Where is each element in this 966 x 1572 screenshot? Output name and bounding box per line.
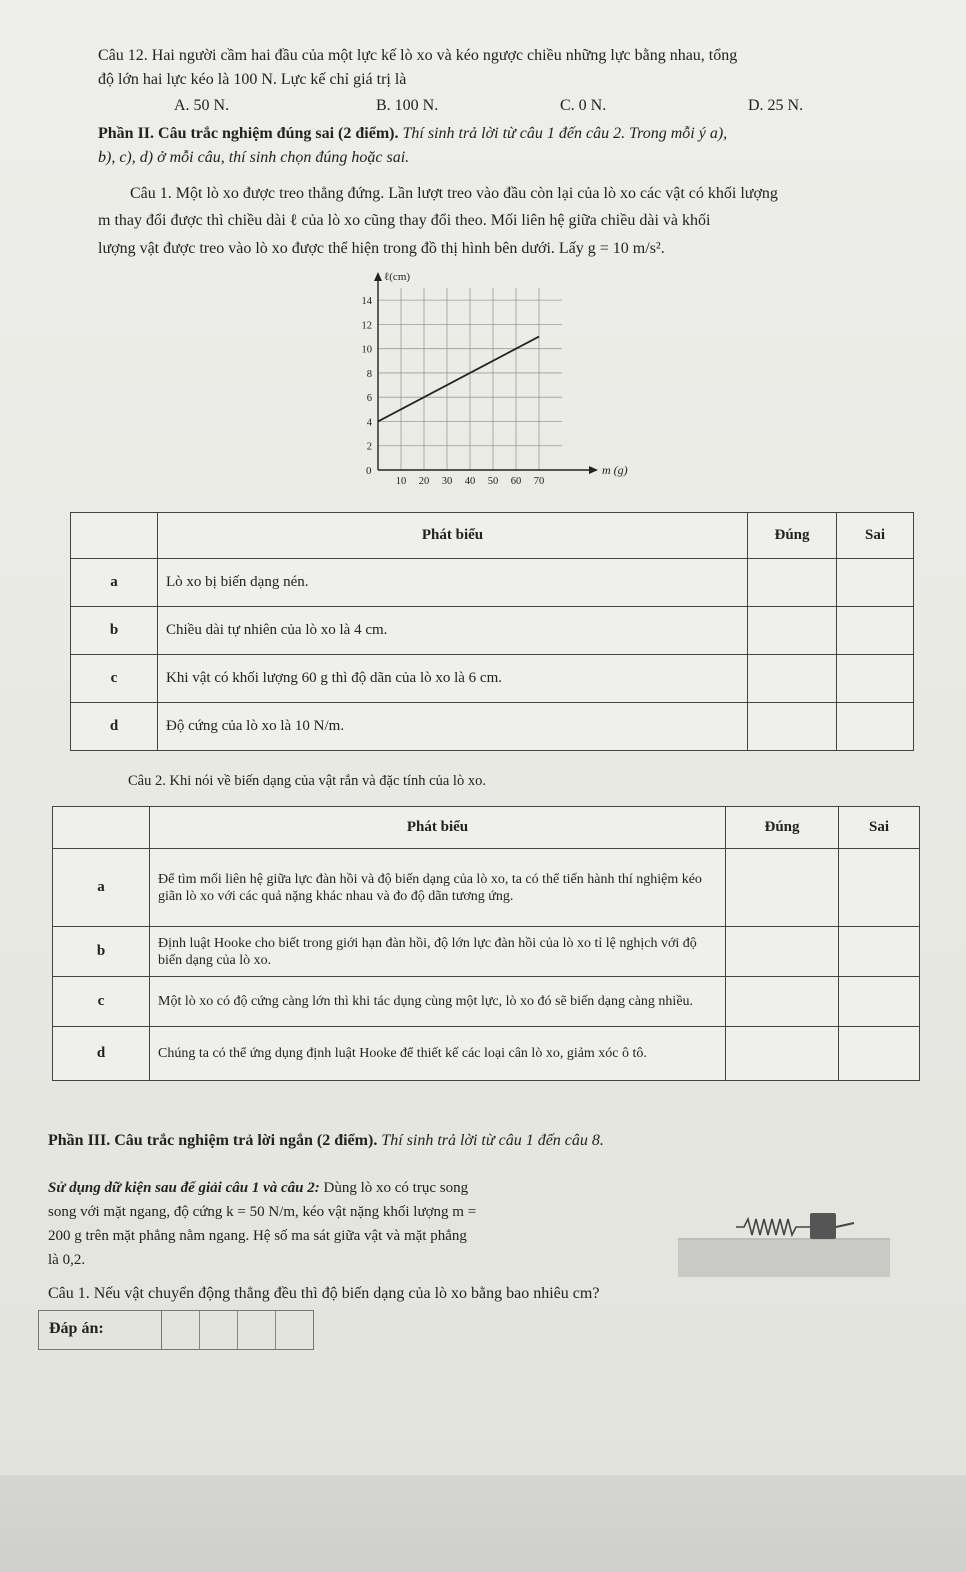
false-cell[interactable] bbox=[837, 607, 914, 655]
q2-header-key bbox=[53, 807, 150, 849]
q1-header-row bbox=[71, 513, 914, 559]
part3-heading-line bbox=[48, 1130, 604, 1152]
part3-intro-line2: song với mặt ngang, độ cứng k = 50 N/m, kéo vật nặng khối lượng m = bbox=[48, 1204, 477, 1220]
q1-true-false-table bbox=[70, 512, 914, 751]
x-axis-label: m (g) bbox=[602, 463, 628, 477]
false-cell[interactable] bbox=[837, 655, 914, 703]
table-row bbox=[53, 927, 920, 977]
part3-q1: Câu 1. Nếu vật chuyển động thẳng đều thì độ biến dạng của lò xo bằng bao nhiêu cm? bbox=[48, 1285, 600, 1302]
table-row bbox=[53, 849, 920, 927]
false-cell[interactable] bbox=[837, 559, 914, 607]
true-cell[interactable] bbox=[726, 849, 839, 927]
q12-line2: độ lớn hai lực kéo là 100 N. Lực kế chỉ giá trị là bbox=[98, 71, 407, 88]
y-tick-label: 12 bbox=[361, 320, 372, 332]
row-key: c bbox=[53, 977, 150, 1027]
y-axis-arrow bbox=[374, 272, 382, 281]
false-cell[interactable] bbox=[839, 849, 920, 927]
q2-true-false-table bbox=[52, 806, 920, 1081]
true-cell[interactable] bbox=[748, 703, 837, 751]
part2-instruction2: b), c), d) ở mỗi câu, thí sinh chọn đúng hoặc sai. bbox=[98, 149, 410, 166]
q2-header-false: Sai bbox=[839, 807, 920, 849]
q1-header-true: Đúng bbox=[748, 513, 837, 559]
y-tick-label: 14 bbox=[361, 296, 372, 308]
part3-intro-line3: 200 g trên mặt phẳng nằm ngang. Hệ số ma sát giữa vật và mặt phẳng bbox=[48, 1228, 467, 1244]
false-cell[interactable] bbox=[839, 927, 920, 977]
chart-series bbox=[378, 337, 539, 422]
part2-heading-line bbox=[98, 123, 727, 145]
part3-intro-lead: Sử dụng dữ kiện sau để giải câu 1 và câu 2: bbox=[48, 1180, 320, 1196]
table-row bbox=[71, 655, 914, 703]
row-statement: Lò xo bị biến dạng nén. bbox=[158, 559, 748, 607]
true-cell[interactable] bbox=[726, 927, 839, 977]
row-statement: Khi vật có khối lượng 60 g thì độ dãn của lò xo là 6 cm. bbox=[158, 655, 748, 703]
y-axis-label: ℓ(cm) bbox=[384, 271, 411, 283]
false-cell[interactable] bbox=[839, 977, 920, 1027]
p2q2-title: Câu 2. Khi nói về biến dạng của vật rắn và đặc tính của lò xo. bbox=[128, 773, 486, 789]
q12-line1: Câu 12. Hai người cầm hai đầu của một lực kế lò xo và kéo ngược chiều những lực bằng nhau, tổng bbox=[98, 47, 738, 64]
answer-cell-4[interactable] bbox=[276, 1311, 313, 1349]
true-cell[interactable] bbox=[726, 1027, 839, 1081]
x-tick-label: 70 bbox=[533, 476, 545, 487]
x-tick-label: 50 bbox=[487, 476, 499, 487]
spring-block-figure bbox=[678, 1205, 890, 1277]
q1-header-statement: Phát biểu bbox=[158, 513, 748, 559]
length-mass-chart bbox=[330, 270, 650, 495]
row-key: a bbox=[71, 559, 158, 607]
x-tick-label: 10 bbox=[395, 476, 407, 487]
part2-heading: Phần II. Câu trắc nghiệm đúng sai (2 điểm). bbox=[98, 125, 399, 142]
p2q1-line2: m thay đổi được thì chiều dài ℓ của lò xo cũng thay đổi theo. Mối liên hệ giữa chiều dài và khối bbox=[98, 212, 711, 229]
q12-option-a: A. 50 N. bbox=[174, 97, 230, 114]
answer-cell-1[interactable] bbox=[162, 1311, 200, 1349]
table-row bbox=[71, 607, 914, 655]
false-cell[interactable] bbox=[837, 703, 914, 751]
q12-option-b: B. 100 N. bbox=[376, 97, 439, 114]
part3-intro-line1 bbox=[48, 1177, 468, 1199]
q2-header-true: Đúng bbox=[726, 807, 839, 849]
row-statement: Để tìm mối liên hệ giữa lực đàn hồi và độ biến dạng của lò xo, ta có thể tiến hành thí nghiệm kéo giãn lò xo với các quả nặng khác nhau và đo độ dãn tương ứng. bbox=[150, 849, 726, 927]
part3-instruction: Thí sinh trả lời từ câu 1 đến câu 8. bbox=[381, 1132, 604, 1149]
row-key: a bbox=[53, 849, 150, 927]
row-key: b bbox=[71, 607, 158, 655]
row-statement: Độ cứng của lò xo là 10 N/m. bbox=[158, 703, 748, 751]
y-tick-label: 10 bbox=[361, 344, 372, 356]
answer-label: Đáp án: bbox=[39, 1311, 162, 1349]
row-statement: Định luật Hooke cho biết trong giới hạn đàn hồi, độ lớn lực đàn hồi của lò xo tỉ lệ nghịch với độ biến dạng của lò xo. bbox=[150, 927, 726, 977]
answer-cell-2[interactable] bbox=[200, 1311, 238, 1349]
chart-grid bbox=[378, 288, 562, 470]
series-line bbox=[378, 337, 539, 422]
part3-intro-line4: là 0,2. bbox=[48, 1252, 86, 1268]
q2-header-row bbox=[53, 807, 920, 849]
desk-background bbox=[0, 1475, 966, 1572]
horizontal-surface bbox=[678, 1239, 890, 1277]
table-row bbox=[71, 703, 914, 751]
x-tick-label: 20 bbox=[418, 476, 430, 487]
q12-option-d: D. 25 N. bbox=[748, 97, 804, 114]
row-statement: Chiều dài tự nhiên của lò xo là 4 cm. bbox=[158, 607, 748, 655]
row-statement: Một lò xo có độ cứng càng lớn thì khi tác dụng cùng một lực, lò xo đó sẽ biến dạng càng nhiều. bbox=[150, 977, 726, 1027]
y-tick-label: 4 bbox=[366, 417, 372, 429]
block-icon bbox=[810, 1213, 836, 1239]
p2q1-line3: lượng vật được treo vào lò xo được thể hiện trong đồ thị hình bên dưới. Lấy g = 10 m/s². bbox=[98, 240, 665, 257]
row-key: d bbox=[71, 703, 158, 751]
answer-box bbox=[38, 1310, 314, 1350]
x-tick-label: 30 bbox=[441, 476, 453, 487]
y-tick-label: 6 bbox=[366, 393, 372, 405]
part3-heading: Phần III. Câu trắc nghiệm trả lời ngắn (2 điểm). bbox=[48, 1132, 378, 1149]
x-tick-label: 40 bbox=[464, 476, 476, 487]
true-cell[interactable] bbox=[748, 559, 837, 607]
true-cell[interactable] bbox=[726, 977, 839, 1027]
table-row bbox=[71, 559, 914, 607]
q12-option-c: C. 0 N. bbox=[560, 97, 607, 114]
row-key: c bbox=[71, 655, 158, 703]
q2-header-statement: Phát biểu bbox=[150, 807, 726, 849]
q1-header-key bbox=[71, 513, 158, 559]
q1-header-false: Sai bbox=[837, 513, 914, 559]
row-statement: Chúng ta có thể ứng dụng định luật Hooke để thiết kế các loại cân lò xo, giảm xóc ô tô. bbox=[150, 1027, 726, 1081]
table-row bbox=[53, 977, 920, 1027]
row-key: b bbox=[53, 927, 150, 977]
answer-cell-3[interactable] bbox=[238, 1311, 276, 1349]
true-cell[interactable] bbox=[748, 607, 837, 655]
y-tick-label: 2 bbox=[366, 441, 372, 453]
false-cell[interactable] bbox=[839, 1027, 920, 1081]
table-row bbox=[53, 1027, 920, 1081]
origin-label: 0 bbox=[366, 465, 372, 477]
y-tick-label: 8 bbox=[366, 368, 372, 380]
spring-icon bbox=[736, 1219, 810, 1235]
part3-intro-text1: Dùng lò xo có trục song bbox=[323, 1180, 469, 1196]
row-key: d bbox=[53, 1027, 150, 1081]
true-cell[interactable] bbox=[748, 655, 837, 703]
part2-instruction1: Thí sinh trả lời từ câu 1 đến câu 2. Trong mỗi ý a), bbox=[402, 125, 728, 142]
p2q1-line1: Câu 1. Một lò xo được treo thẳng đứng. Lần lượt treo vào đầu còn lại của lò xo các vật có khối lượng bbox=[130, 185, 778, 202]
x-axis-arrow bbox=[589, 466, 598, 474]
x-tick-label: 60 bbox=[510, 476, 522, 487]
